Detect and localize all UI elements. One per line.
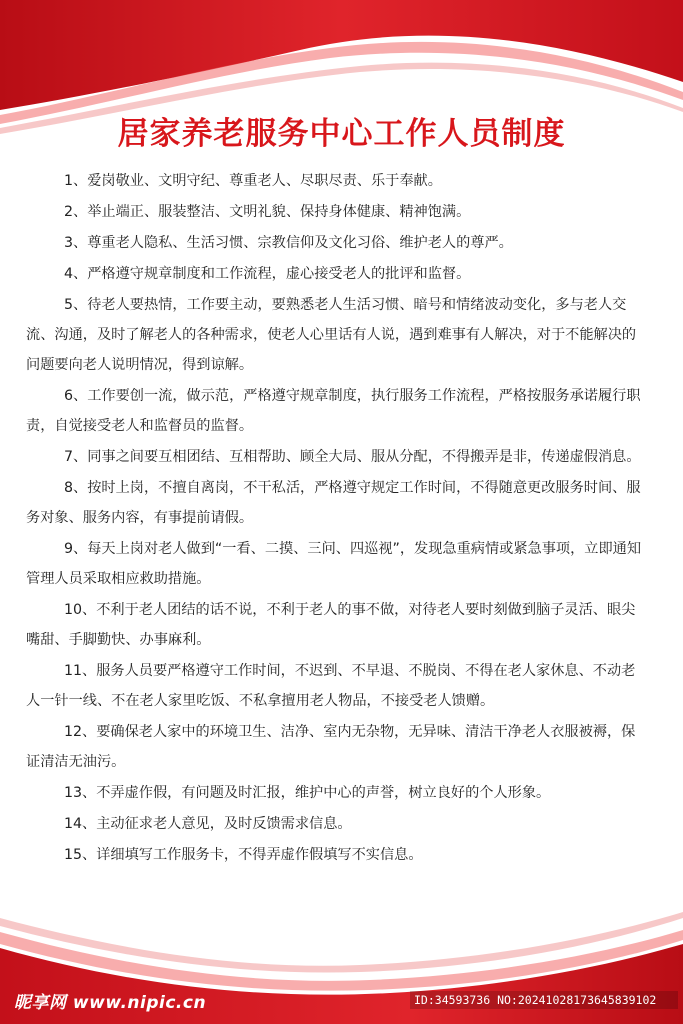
rule-item: 12、要确保老人家中的环境卫生、洁净、室内无杂物，无异味、清洁干净老人衣服被褥，保证清洁无油污。 — [26, 724, 636, 770]
rule-item: 9、每天上岗对老人做到“一看、二摸、三问、四巡视”，发现急重病情或紧急事项，立即通知管理人员采取相应救助措施。 — [26, 541, 642, 587]
page-title: 居家养老服务中心工作人员制度 — [117, 116, 566, 152]
rule-item: 8、按时上岗，不擅自离岗，不干私活，严格遵守规定工作时间，不得随意更改服务时间、服务对象、服务内容，有事提前请假。 — [26, 480, 641, 526]
rule-item: 2、举止端正、服装整洁、文明礼貌、保持身体健康、精神饱满。 — [64, 204, 471, 220]
rule-item: 14、主动征求老人意见，及时反馈需求信息。 — [64, 816, 352, 832]
rule-item: 3、尊重老人隐私、生活习惯、宗教信仰及文化习俗、维护老人的尊严。 — [64, 235, 513, 251]
rule-item: 10、不利于老人团结的话不说，不利于老人的事不做，对待老人要时刻做到脑子灵活、眼尖嘴甜、手脚勤快、办事麻利。 — [26, 602, 636, 648]
rule-item: 6、工作要创一流，做示范，严格遵守规章制度，执行服务工作流程，严格按服务承诺履行职责，自觉接受老人和监督员的监督。 — [26, 388, 641, 434]
rule-item: 11、服务人员要严格遵守工作时间，不迟到、不早退、不脱岗、不得在老人家休息、不动老人一针一线、不在老人家里吃饭、不私拿擅用老人物品，不接受老人馈赠。 — [26, 663, 636, 709]
rule-item: 15、详细填写工作服务卡，不得弄虚作假填写不实信息。 — [64, 847, 423, 863]
rule-item: 13、不弄虚作假，有问题及时汇报，维护中心的声誉，树立良好的个人形象。 — [64, 785, 551, 801]
rule-item: 7、同事之间要互相团结、互相帮助、顾全大局、服从分配，不得搬弄是非，传递虚假消息。 — [64, 449, 641, 465]
rule-item: 4、严格遵守规章制度和工作流程，虚心接受老人的批评和监督。 — [64, 266, 471, 282]
watermark-site: 昵享网 www.nipic.cn — [14, 993, 207, 1013]
watermark-id: ID:34593736 NO:20241028173645839102 — [410, 991, 678, 1009]
rule-item: 5、待老人要热情，工作要主动，要熟悉老人生活习惯、暗号和情绪波动变化，多与老人交流、沟通，及时了解老人的各种需求，使老人心里话有人说，遇到难事有人解决，对于不能解决的问题要向老人说明情况，得到谅解。 — [26, 297, 637, 373]
rule-item: 1、爱岗敬业、文明守纪、尊重老人、尽职尽责、乐于奉献。 — [64, 173, 442, 189]
rules-list — [26, 166, 644, 870]
